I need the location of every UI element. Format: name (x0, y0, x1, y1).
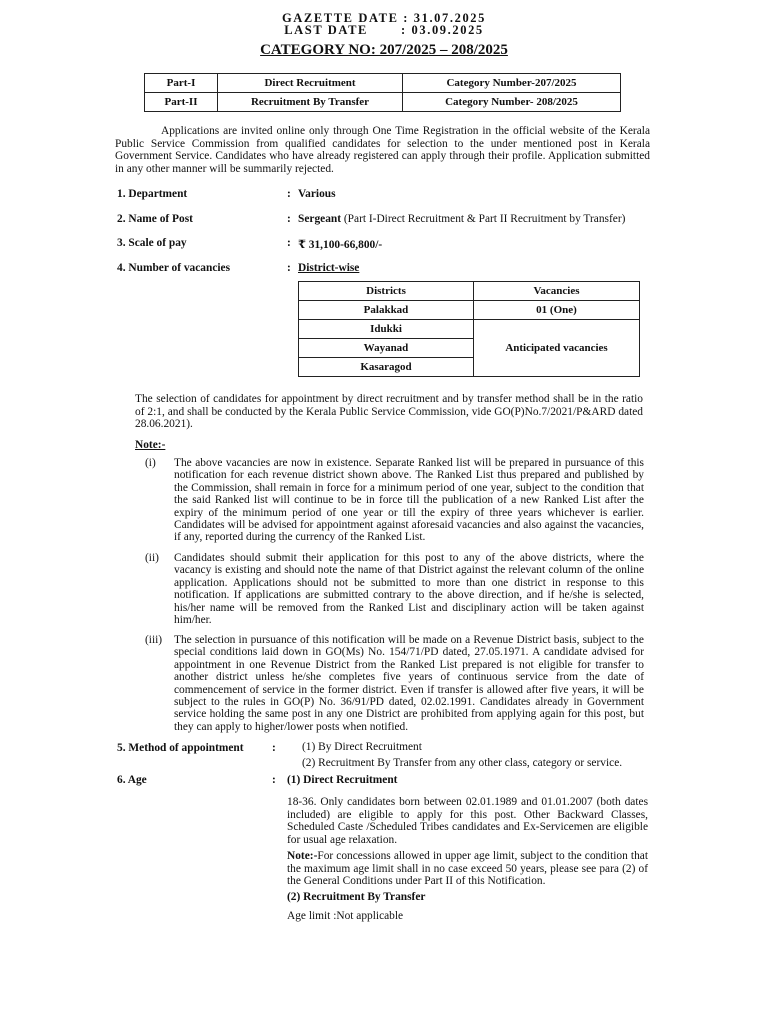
department-value: Various (298, 188, 336, 200)
pay-value: ₹ 31,100-66,800/- (298, 239, 383, 251)
note-number: (iii) (145, 634, 163, 646)
colon: : (272, 774, 276, 786)
district-cell: Idukki (299, 320, 474, 339)
method-item: (2) Recruitment By Transfer from any other class, category or service. (302, 757, 623, 769)
district-cell: Palakkad (299, 301, 474, 320)
note-number: (i) (145, 457, 156, 469)
district-cell: Wayanad (299, 339, 474, 358)
gazette-date: GAZETTE DATE : 31.07.2025 (281, 11, 487, 25)
table-row (299, 320, 640, 339)
pay-label: 3. Scale of pay (117, 237, 187, 249)
ratio-paragraph: The selection of candidates for appointment by direct recruitment and by transfer method shall be in the ratio of 2:1, and shall be conducted by the Kerala Public Service Commission, vide GO(P)No.7/2021/P&ARD dated 28.06.2021). (135, 393, 643, 431)
note-text: The above vacancies are now in existence. Separate Ranked list will be prepared in pursuance of this notification for each revenue district shown above. The Ranked List thus prepared and published by the Commission, shall remain in force for a minimum period of one year, subject to the condition that the said Ranked list will continue to be in force till the publication of a new Ranked List after the expiry of the minimum period of one year or till the expiry of three years whichever is earlier. Candidates will be advised for appointment against aforesaid vacancies and also against the vacancies, if any, reported during the currency of the Ranked List. (174, 457, 644, 544)
colon: : (287, 237, 291, 249)
method-item: (1) By Direct Recruitment (302, 741, 422, 753)
vacancies-value: District-wise (298, 262, 360, 274)
table-row (145, 93, 621, 112)
colon: : (272, 742, 276, 754)
post-value (298, 213, 625, 225)
intro-paragraph: Applications are invited online only through One Time Registration in the official website of the Kerala Public Service Commission from qualified candidates for selection to the under mentioned post in Kerala Government Service. Candidates who have already registered can apply through their profile. Application submitted in any other manner will be summarily rejected. (115, 125, 650, 175)
age-note (287, 850, 648, 888)
age-dr-text: 18-36. Only candidates born between 02.01.1989 and 01.01.2007 (both dates included) are eligible to apply for this post. Other Backward Classes, Scheduled Caste /Scheduled Tribes candidates and Ex-Servicemen are eligible for usual age relaxation. (287, 796, 648, 846)
part-cell: Part-I (145, 74, 218, 93)
colon: : (287, 213, 291, 225)
vacancy-cell: 01 (One) (474, 301, 640, 320)
table-row (299, 282, 640, 301)
age-bt-heading: (2) Recruitment By Transfer (287, 891, 426, 903)
note-text: Candidates should submit their application for this post to any of the above districts, where the vacancy is existing and should note the name of that District against the relevant column of the online application. Applications should not be submitted to more than one district in response to this notification. If applications are submitted contrary to the above direction, and if he/she is selected, his/her name will be removed from the Ranked List and disciplinary action will be taken against him/her. (174, 552, 644, 627)
colon: : (287, 262, 291, 274)
district-table (298, 281, 640, 377)
anticipated-cell: Anticipated vacancies (474, 320, 640, 377)
post-label: 2. Name of Post (117, 213, 193, 225)
post-name: Sergeant (298, 213, 342, 225)
note-number: (ii) (145, 552, 159, 564)
age-dr-heading: (1) Direct Recruitment (287, 774, 398, 786)
age-note-text: For concessions allowed in upper age limit, subject to the condition that the maximum age limit shall in no case exceed 50 years, please see para (2) of the General Conditions under Part II of this Notification. (287, 850, 648, 888)
last-date: LAST DATE : 03.09.2025 (284, 23, 484, 37)
department-label: 1. Department (117, 188, 188, 200)
vacancies-label: 4. Number of vacancies (117, 262, 231, 274)
age-label: 6. Age (117, 774, 147, 786)
table-row (299, 301, 640, 320)
method-cell: Recruitment By Transfer (218, 93, 403, 112)
category-cell: Category Number-207/2025 (403, 74, 621, 93)
parts-table (144, 73, 621, 112)
note-heading: Note:- (135, 439, 166, 451)
colon: : (287, 188, 291, 200)
district-cell: Kasaragod (299, 358, 474, 377)
age-bt-text: Age limit :Not applicable (287, 910, 404, 922)
post-detail: (Part I-Direct Recruitment & Part II Recruitment by Transfer) (341, 213, 626, 225)
method-label: 5. Method of appointment (117, 742, 244, 754)
category-title: CATEGORY NO: 207/2025 – 208/2025 (260, 42, 508, 58)
method-cell: Direct Recruitment (218, 74, 403, 93)
category-cell: Category Number- 208/2025 (403, 93, 621, 112)
vacancies-header: Vacancies (474, 282, 640, 301)
table-row (145, 74, 621, 93)
age-note-label: Note:- (287, 850, 318, 862)
note-text: The selection in pursuance of this notification will be made on a Revenue District basis, subject to the special conditions laid down in GO(Ms) No. 154/71/PD dated, 27.05.1971. A candidate advised for appointment in one Revenue District from the Ranked List prepared is not eligible for transfer to another district unless he/she completes five years of continuous service from the date of commencement of service in the former district. Even if transfer is allowed after five years, it will be subject to the rules in GO(P) No. 36/91/PD dated, 02.02.1991. Candidates already in Government service holding the same post in any one District are prohibited from applying again for this post, but they can apply to higher/lower posts when notified. (174, 634, 644, 733)
districts-header: Districts (299, 282, 474, 301)
part-cell: Part-II (145, 93, 218, 112)
